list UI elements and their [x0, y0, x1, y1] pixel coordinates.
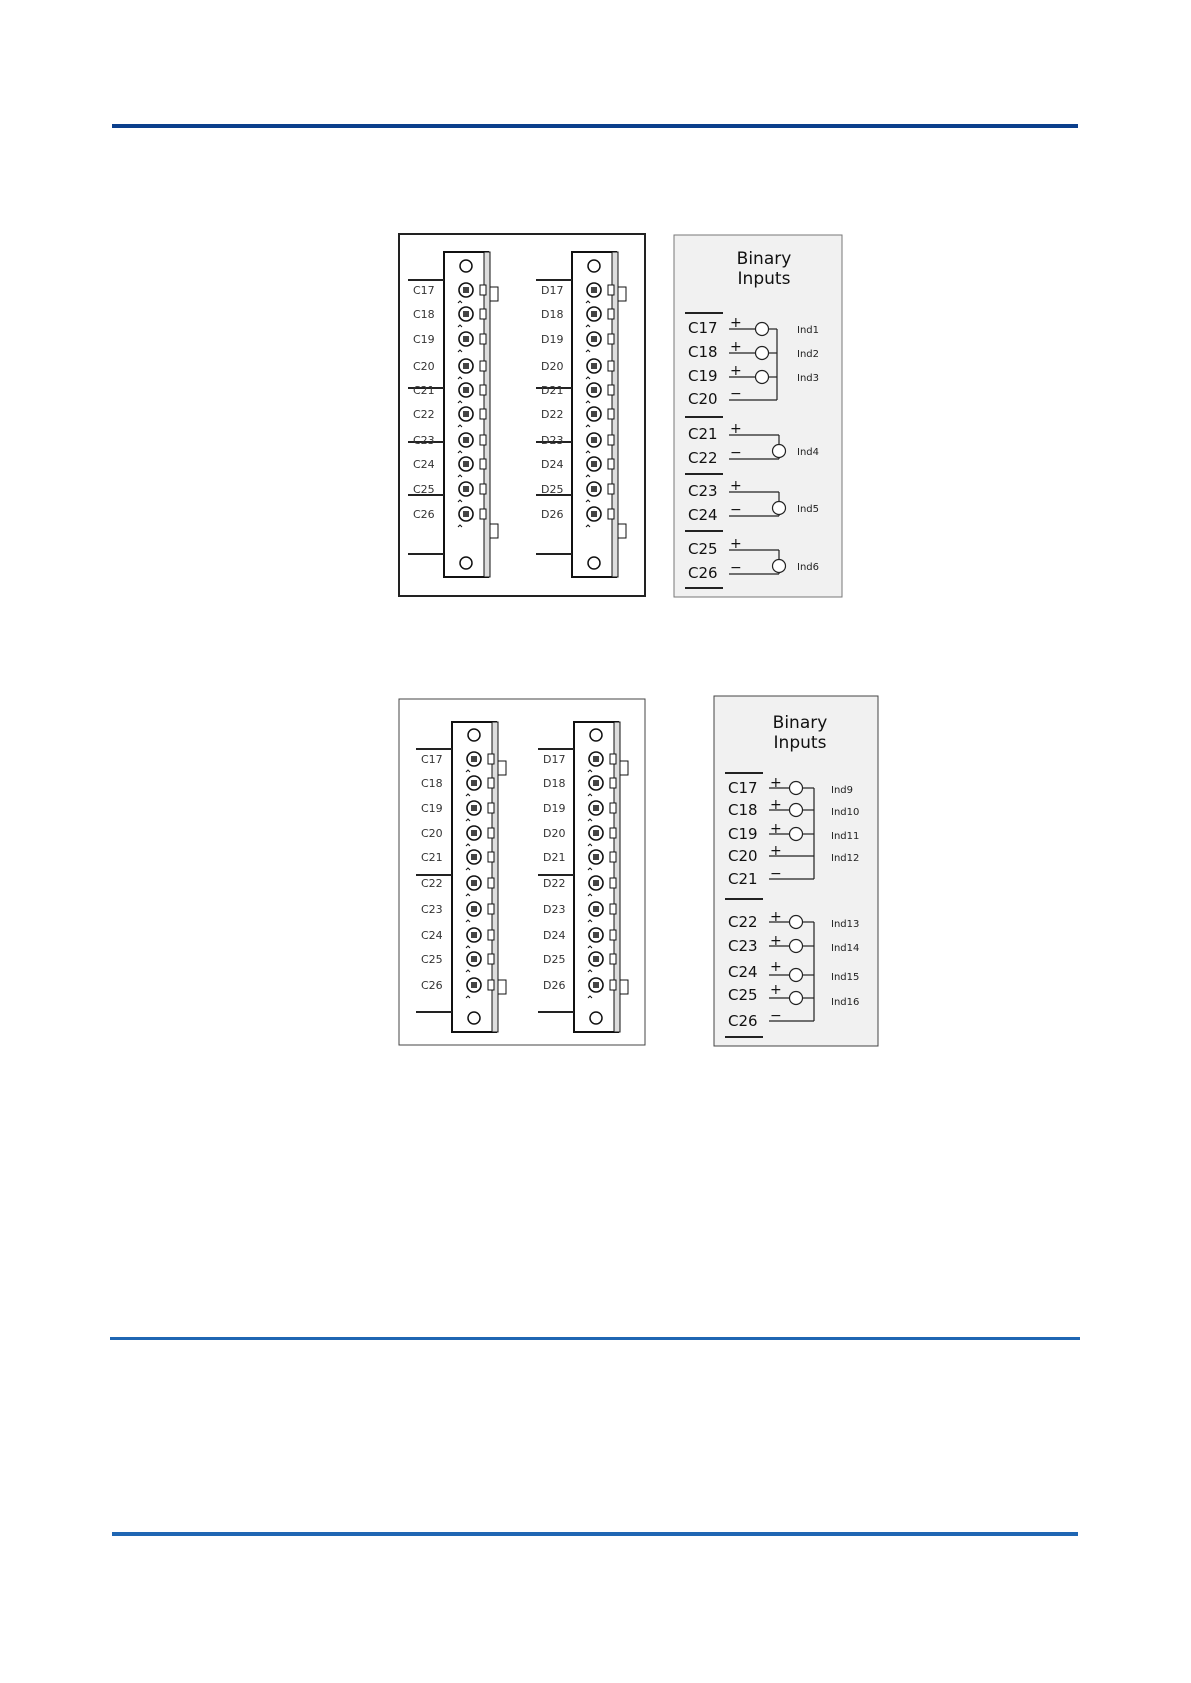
terminal-label: D24 [543, 929, 566, 942]
polarity-sign: − [730, 502, 742, 518]
polarity-sign: + [730, 315, 742, 331]
terminal-label: C17 [421, 753, 443, 766]
pin-label: C25 [728, 986, 758, 1004]
polarity-sign: + [730, 339, 742, 355]
terminal-label: D19 [543, 802, 566, 815]
terminal-label: D24 [541, 458, 564, 471]
terminal-label: C18 [413, 308, 435, 321]
pin-label: C23 [688, 482, 718, 500]
terminal-label: D17 [543, 753, 566, 766]
footer-rule [112, 1532, 1078, 1536]
terminal-label: D17 [541, 284, 564, 297]
polarity-sign: + [770, 775, 782, 791]
terminal-label: C25 [421, 953, 443, 966]
pin-label: C26 [688, 564, 718, 582]
polarity-sign: − [730, 386, 742, 402]
polarity-sign: − [770, 1008, 782, 1024]
terminal-label: C19 [421, 802, 443, 815]
terminal-label: C26 [413, 508, 435, 521]
polarity-sign: + [730, 363, 742, 379]
connector-drawing-2 [398, 698, 646, 1046]
terminal-label: C24 [421, 929, 443, 942]
terminal-label: C20 [413, 360, 435, 373]
pin-label: C24 [688, 506, 718, 524]
schematic-title: Binary [736, 249, 792, 269]
terminal-label: C24 [413, 458, 435, 471]
terminal-label: D25 [543, 953, 566, 966]
terminal-label: C20 [421, 827, 443, 840]
pin-label: C20 [728, 847, 758, 865]
terminal-label: C23 [413, 434, 435, 447]
terminal-label: D21 [543, 851, 566, 864]
polarity-sign: − [730, 445, 742, 461]
terminal-label: D23 [543, 903, 566, 916]
terminal-label: D18 [543, 777, 566, 790]
polarity-sign: + [730, 478, 742, 494]
pin-label: C26 [728, 1012, 758, 1030]
pin-label: C23 [728, 937, 758, 955]
terminal-label: C18 [421, 777, 443, 790]
input-label: Ind13 [831, 919, 860, 930]
terminal-label: D20 [541, 360, 564, 373]
pin-label: C25 [688, 540, 718, 558]
terminal-label: D22 [541, 408, 564, 421]
input-label: Ind9 [831, 785, 853, 796]
input-label: Ind2 [797, 349, 819, 360]
pin-label: C20 [688, 390, 718, 408]
terminal-label: C22 [421, 877, 443, 890]
polarity-sign: + [730, 421, 742, 437]
connector-drawing-1 [398, 233, 646, 597]
input-label: Ind1 [797, 325, 819, 336]
polarity-sign: + [770, 933, 782, 949]
schematic-title: Binary [772, 713, 828, 733]
terminal-label: C21 [421, 851, 443, 864]
header-rule [112, 124, 1078, 128]
polarity-sign: + [770, 821, 782, 837]
polarity-sign: + [770, 797, 782, 813]
pin-label: C17 [728, 779, 758, 797]
pin-label: C21 [688, 425, 718, 443]
terminal-label: C17 [413, 284, 435, 297]
polarity-sign: + [770, 959, 782, 975]
terminal-label: C21 [413, 384, 435, 397]
input-label: Ind10 [831, 807, 860, 818]
polarity-sign: − [730, 560, 742, 576]
binary-inputs-schematic-2 [713, 695, 879, 1047]
terminal-label: D26 [541, 508, 564, 521]
input-label: Ind14 [831, 943, 860, 954]
pin-label: C22 [688, 449, 718, 467]
polarity-sign: + [770, 843, 782, 859]
pin-label: C24 [728, 963, 758, 981]
section-rule [110, 1337, 1080, 1340]
pin-label: C19 [688, 367, 718, 385]
terminal-label: D18 [541, 308, 564, 321]
polarity-sign: + [770, 909, 782, 925]
pin-label: C19 [728, 825, 758, 843]
input-label: Ind3 [797, 373, 819, 384]
pin-label: C22 [728, 913, 758, 931]
pin-label: C18 [728, 801, 758, 819]
terminal-label: C22 [413, 408, 435, 421]
terminal-label: C25 [413, 483, 435, 496]
schematic-title: Inputs [737, 269, 791, 289]
terminal-label: D20 [543, 827, 566, 840]
polarity-sign: − [770, 866, 782, 882]
input-label: Ind4 [797, 447, 819, 458]
pin-label: C21 [728, 870, 758, 888]
terminal-label: D26 [543, 979, 566, 992]
terminal-label: D22 [543, 877, 566, 890]
input-label: Ind15 [831, 972, 860, 983]
input-label: Ind12 [831, 853, 860, 864]
terminal-label: C19 [413, 333, 435, 346]
input-label: Ind6 [797, 562, 819, 573]
terminal-label: D25 [541, 483, 564, 496]
terminal-label: D19 [541, 333, 564, 346]
polarity-sign: + [730, 536, 742, 552]
input-label: Ind16 [831, 997, 860, 1008]
pin-label: C18 [688, 343, 718, 361]
pin-label: C17 [688, 319, 718, 337]
terminal-label: C26 [421, 979, 443, 992]
terminal-label: D23 [541, 434, 564, 447]
polarity-sign: + [770, 982, 782, 998]
terminal-label: D21 [541, 384, 564, 397]
terminal-label: C23 [421, 903, 443, 916]
binary-inputs-schematic-1 [673, 234, 843, 598]
input-label: Ind5 [797, 504, 819, 515]
input-label: Ind11 [831, 831, 860, 842]
schematic-title: Inputs [773, 733, 827, 753]
